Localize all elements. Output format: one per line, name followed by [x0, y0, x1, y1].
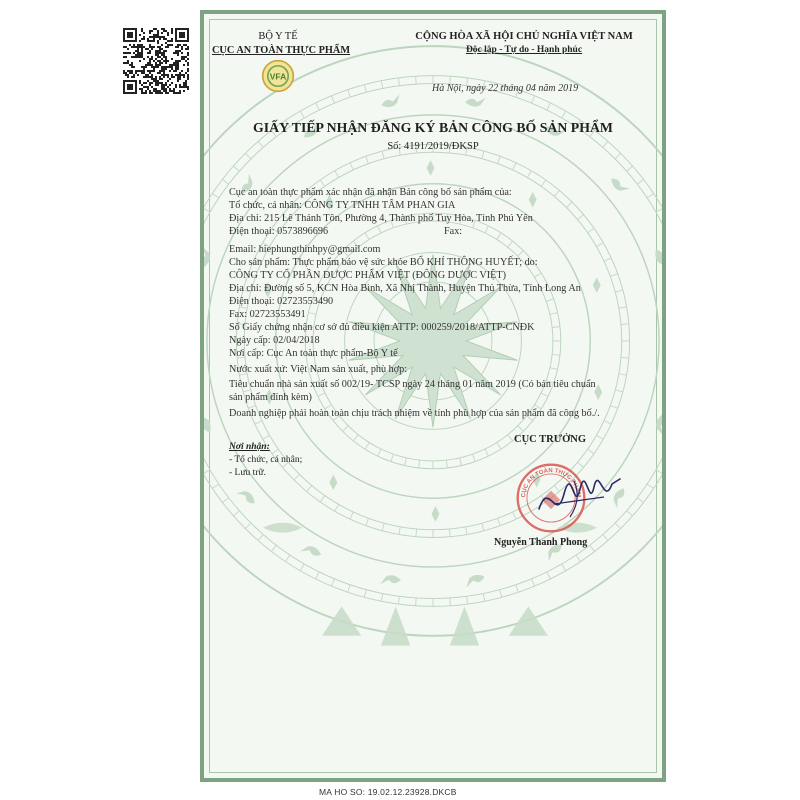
qr-code [123, 28, 189, 94]
body-line-11: Số Giấy chứng nhận cơ sở đủ điều kiện ATTP: 000259/2018/ATTP-CNĐK [229, 322, 535, 333]
body-line-4: Điện thoại: 0573896696 [229, 226, 329, 237]
ministry-name: BỘ Y TẾ [258, 31, 298, 42]
document-title: GIẤY TIẾP NHẬN ĐĂNG KÝ BẢN CÔNG BỐ SẢN PHẨM [253, 120, 613, 135]
body-line-13: Nơi cấp: Cục An toàn thực phẩm-Bộ Y tế [229, 348, 398, 359]
body-line-15: Tiêu chuẩn nhà sản xuất số 002/19- TCSP ngày 24 tháng 01 năm 2019 (Có bản tiêu chuẩn [229, 379, 596, 390]
handwritten-signature [534, 469, 624, 529]
agency-name: CỤC AN TOÀN THỰC PHẨM [212, 45, 351, 56]
dossier-code: MA HO SO: 19.02.12.23928.DKCB [319, 787, 457, 797]
certificate-document [200, 10, 666, 782]
body-line-10: Fax: 02723553491 [229, 309, 306, 320]
body-line-14: Nước xuất xứ: Việt Nam sản xuất, phù hợp: [229, 364, 408, 375]
body-line-5: Email: hiephungthinhpy@gmail.com [229, 244, 381, 255]
body-line-6: Cho sản phẩm: Thực phẩm bảo vệ sức khỏe BỔ KHÍ THÔNG HUYẾT; do: [229, 257, 538, 268]
body-line-1: Cục an toàn thực phẩm xác nhận đã nhận Bản công bố sản phẩm của: [229, 187, 512, 198]
body-line-9: Điện thoại: 02723553490 [229, 296, 334, 307]
issue-date: Hà Nội, ngày 22 tháng 04 năm 2019 [432, 83, 579, 94]
svg-text:VFA: VFA [269, 71, 287, 82]
fax-label: Fax: [444, 226, 463, 237]
country-name: CỘNG HÒA XÃ HỘI CHỦ NGHĨA VIỆT NAM [415, 31, 633, 42]
vfa-logo [261, 59, 295, 93]
body-line-3: Địa chỉ: 215 Lê Thánh Tôn, Phường 4, Thành phố Tuy Hòa, Tỉnh Phú Yên [229, 213, 533, 224]
signer-name: Nguyễn Thanh Phong [494, 537, 588, 548]
body-line-8: Địa chỉ: Đường số 5, KCN Hòa Bình, Xã Nhị Thành, Huyện Thủ Thừa, Tỉnh Long An [229, 283, 581, 294]
recipients-heading: Nơi nhận: [229, 442, 270, 452]
svg-text:CỤC AN TOÀN THỰC PHẨM: CỤC AN TOÀN THỰC PHẨM [521, 468, 581, 498]
body-line-7: CÔNG TY CỔ PHẦN DƯỢC PHẨM VIỆT (ĐÔNG DƯỢC VIỆT) [229, 270, 507, 281]
body-line-2: Tổ chức, cá nhân: CÔNG TY TNHH TÂM PHAN GIA [229, 200, 456, 211]
body-line-12: Ngày cấp: 02/04/2018 [229, 335, 320, 346]
body-line-16: sản phẩm đính kèm) [229, 392, 312, 403]
body-line-17: Doanh nghiệp phải hoàn toàn chịu trách nhiệm về tính phù hợp của sản phẩm đã công bố./. [229, 408, 600, 419]
registration-number: Số: 4191/2019/ĐKSP [387, 141, 479, 152]
recipient-item: - Lưu trữ. [229, 468, 266, 478]
signer-title: CỤC TRƯỞNG [514, 434, 587, 445]
national-motto: Độc lập - Tự do - Hạnh phúc [465, 45, 583, 55]
recipient-item: - Tổ chức, cá nhân; [229, 455, 303, 465]
